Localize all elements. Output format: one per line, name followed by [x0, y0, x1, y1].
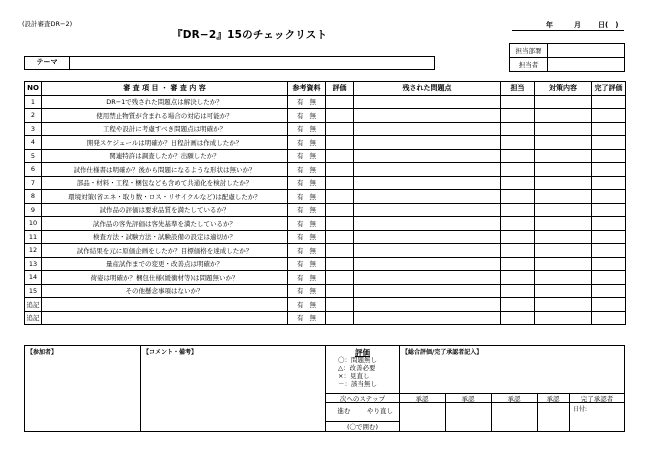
- remaining-issue-cell[interactable]: [354, 311, 501, 325]
- owner-cell[interactable]: [501, 271, 535, 285]
- row-item: 試作結果を元に原価企画をしたか？目標価格を達成したか？: [42, 244, 288, 258]
- table-row: [25, 244, 626, 258]
- completion-cell[interactable]: [592, 203, 626, 217]
- remaining-issue-cell[interactable]: [354, 176, 501, 190]
- table-row: [25, 311, 626, 325]
- reference-no[interactable]: 無: [309, 273, 316, 282]
- owner-cell[interactable]: [501, 176, 535, 190]
- table-row: [25, 109, 626, 123]
- evaluation-cell[interactable]: [326, 95, 354, 109]
- comments-label: 【コメント・備考】: [143, 349, 198, 356]
- reference-no[interactable]: 無: [309, 314, 316, 323]
- checklist-table: [24, 81, 626, 325]
- row-number: 10: [25, 217, 42, 231]
- completion-cell[interactable]: [592, 284, 626, 298]
- legend-ok: 〇：問題無し: [338, 356, 377, 364]
- completion-cell[interactable]: [592, 122, 626, 136]
- row-item: 工程や設計に考慮すべき問題点は明確か？: [42, 122, 288, 136]
- completion-cell[interactable]: [592, 136, 626, 150]
- countermeasure-cell[interactable]: [535, 298, 592, 312]
- countermeasure-cell[interactable]: [535, 284, 592, 298]
- reference-no[interactable]: 無: [309, 192, 316, 201]
- department-label: 担当部署: [510, 44, 548, 58]
- evaluation-cell[interactable]: [326, 149, 354, 163]
- theme-label: テーマ: [25, 57, 70, 69]
- reference-no[interactable]: 無: [309, 152, 316, 161]
- remaining-issue-cell[interactable]: [354, 163, 501, 177]
- countermeasure-cell[interactable]: [535, 203, 592, 217]
- approval-label-1: 承認: [415, 395, 429, 403]
- table-row: [25, 257, 626, 271]
- completion-cell[interactable]: [592, 95, 626, 109]
- header-item: 審 査 項 目 ・ 審 査 内 容: [42, 82, 288, 96]
- table-row: [25, 298, 626, 312]
- person-label: 担当者: [510, 58, 548, 72]
- remaining-issue-cell[interactable]: [354, 244, 501, 258]
- owner-cell[interactable]: [501, 244, 535, 258]
- countermeasure-cell[interactable]: [535, 311, 592, 325]
- row-number: 7: [25, 176, 42, 190]
- reference-yes-no[interactable]: [288, 203, 326, 217]
- owner-cell[interactable]: [501, 257, 535, 271]
- step-redo[interactable]: やり直し: [367, 407, 393, 415]
- owner-cell[interactable]: [501, 230, 535, 244]
- reference-no[interactable]: 無: [309, 98, 316, 107]
- reference-yes-no[interactable]: [288, 230, 326, 244]
- approval-label-2: 承認: [461, 395, 475, 403]
- date-field[interactable]: [512, 18, 624, 31]
- reference-yes[interactable]: 有: [297, 233, 304, 242]
- remaining-issue-cell[interactable]: [354, 203, 501, 217]
- table-row: [25, 203, 626, 217]
- evaluation-cell[interactable]: [326, 109, 354, 123]
- remaining-issue-cell[interactable]: [354, 217, 501, 231]
- owner-cell[interactable]: [501, 298, 535, 312]
- document-code: (設計審査DR−2): [22, 20, 73, 28]
- table-row: [25, 230, 626, 244]
- theme-row: [24, 56, 435, 70]
- reference-no[interactable]: 無: [309, 179, 316, 188]
- row-item: その他懸念事項はないか？: [42, 284, 288, 298]
- owner-cell[interactable]: [501, 203, 535, 217]
- completion-cell[interactable]: [592, 190, 626, 204]
- reference-no[interactable]: 無: [309, 260, 316, 269]
- table-row: [25, 217, 626, 231]
- row-item: 試作品の客先評価は客先基準を満たしているか？: [42, 217, 288, 231]
- owner-cell[interactable]: [501, 149, 535, 163]
- remaining-issue-cell[interactable]: [354, 122, 501, 136]
- reference-no[interactable]: 無: [309, 219, 316, 228]
- row-item: [42, 298, 288, 312]
- reference-yes[interactable]: 有: [297, 287, 304, 296]
- legend-improve: △：改善必要: [338, 364, 376, 372]
- row-item: 開発スケジュールは明確か？日程計画は作成したか？: [42, 136, 288, 150]
- remaining-issue-cell[interactable]: [354, 149, 501, 163]
- header-no: NO: [25, 82, 42, 96]
- page-title: 『DR−2』15のチェックリスト: [172, 29, 328, 41]
- owner-cell[interactable]: [501, 109, 535, 123]
- reference-no[interactable]: 無: [309, 165, 316, 174]
- owner-cell[interactable]: [501, 95, 535, 109]
- countermeasure-cell[interactable]: [535, 176, 592, 190]
- reference-yes[interactable]: 有: [297, 206, 304, 215]
- row-number: 6: [25, 163, 42, 177]
- reference-yes[interactable]: 有: [297, 165, 304, 174]
- theme-field[interactable]: [70, 57, 434, 69]
- row-item: [42, 311, 288, 325]
- header-reference: 参考資料: [288, 82, 326, 96]
- reference-yes[interactable]: 有: [297, 219, 304, 228]
- remaining-issue-cell[interactable]: [354, 190, 501, 204]
- row-item: DR−1で残された問題点は解決したか？: [42, 95, 288, 109]
- reference-yes-no[interactable]: [288, 176, 326, 190]
- evaluation-cell[interactable]: [326, 311, 354, 325]
- row-number: 2: [25, 109, 42, 123]
- row-item: 使用禁止物質が含まれる場合の対応は可能か？: [42, 109, 288, 123]
- header-evaluation: 評価: [326, 82, 354, 96]
- reference-yes[interactable]: 有: [297, 98, 304, 107]
- completion-cell[interactable]: [592, 257, 626, 271]
- row-item: 環境対策(省エネ・取り数・ロス・リサイクルなど)は配慮したか？: [42, 190, 288, 204]
- row-number: 1: [25, 95, 42, 109]
- table-row: [25, 176, 626, 190]
- remaining-issue-cell[interactable]: [354, 109, 501, 123]
- checklist-header-row: [25, 82, 626, 96]
- owner-cell[interactable]: [501, 217, 535, 231]
- table-row: [25, 95, 626, 109]
- reference-yes-no[interactable]: [288, 311, 326, 325]
- bottom-section: [24, 345, 625, 432]
- legend-review: ×：見直し: [338, 372, 370, 380]
- reference-yes[interactable]: 有: [297, 138, 304, 147]
- completion-cell[interactable]: [592, 149, 626, 163]
- reference-yes[interactable]: 有: [297, 314, 304, 323]
- reference-yes[interactable]: 有: [297, 273, 304, 282]
- reference-no[interactable]: 無: [309, 125, 316, 134]
- reference-yes[interactable]: 有: [297, 260, 304, 269]
- remaining-issue-cell[interactable]: [354, 230, 501, 244]
- evaluation-cell[interactable]: [326, 176, 354, 190]
- department-field[interactable]: [548, 44, 625, 58]
- completion-cell[interactable]: [592, 244, 626, 258]
- evaluation-cell[interactable]: [326, 190, 354, 204]
- row-item: 検査方法・試験方法・試験設備の設定は適切か？: [42, 230, 288, 244]
- final-approver-label: 完了承認者: [580, 395, 614, 403]
- completion-cell[interactable]: [592, 311, 626, 325]
- reference-yes-no[interactable]: [288, 284, 326, 298]
- reference-yes-no[interactable]: [288, 257, 326, 271]
- countermeasure-cell[interactable]: [535, 190, 592, 204]
- evaluation-cell[interactable]: [326, 298, 354, 312]
- table-row: [25, 271, 626, 285]
- reference-yes[interactable]: 有: [297, 179, 304, 188]
- row-item: 荷姿は明確か？梱包仕様(緩衝材等)は問題無いか？: [42, 271, 288, 285]
- evaluation-cell[interactable]: [326, 122, 354, 136]
- remaining-issue-cell[interactable]: [354, 284, 501, 298]
- countermeasure-cell[interactable]: [535, 163, 592, 177]
- reference-yes-no[interactable]: [288, 109, 326, 123]
- reference-yes-no[interactable]: [288, 298, 326, 312]
- table-row: [25, 136, 626, 150]
- owner-cell[interactable]: [501, 311, 535, 325]
- countermeasure-cell[interactable]: [535, 217, 592, 231]
- row-number: 追記: [25, 311, 42, 325]
- row-item: 部品・材料・工程・梱包なども含めて共通化を検討したか？: [42, 176, 288, 190]
- owner-cell[interactable]: [501, 284, 535, 298]
- completion-cell[interactable]: [592, 217, 626, 231]
- evaluation-cell[interactable]: [326, 271, 354, 285]
- approval-label-4: 承認: [546, 395, 560, 403]
- remaining-issue-cell[interactable]: [354, 95, 501, 109]
- countermeasure-cell[interactable]: [535, 122, 592, 136]
- evaluation-cell[interactable]: [326, 136, 354, 150]
- row-number: 11: [25, 230, 42, 244]
- countermeasure-cell[interactable]: [535, 230, 592, 244]
- row-number: 13: [25, 257, 42, 271]
- evaluation-cell[interactable]: [326, 217, 354, 231]
- remaining-issue-cell[interactable]: [354, 257, 501, 271]
- reference-yes[interactable]: 有: [297, 152, 304, 161]
- table-row: [25, 190, 626, 204]
- approval-label-3: 承認: [507, 395, 521, 403]
- reference-yes[interactable]: 有: [297, 192, 304, 201]
- participants-label: 【参加者】: [27, 349, 58, 356]
- row-number: 3: [25, 122, 42, 136]
- reference-yes[interactable]: 有: [297, 300, 304, 309]
- remaining-issue-cell[interactable]: [354, 271, 501, 285]
- legend-na: －：該当無し: [338, 380, 377, 388]
- owner-cell[interactable]: [501, 190, 535, 204]
- countermeasure-cell[interactable]: [535, 257, 592, 271]
- evaluation-legend-title: 評価: [355, 348, 370, 357]
- reference-yes-no[interactable]: [288, 149, 326, 163]
- remaining-issue-cell[interactable]: [354, 298, 501, 312]
- evaluation-cell[interactable]: [326, 244, 354, 258]
- owner-cell[interactable]: [501, 122, 535, 136]
- reference-yes-no[interactable]: [288, 271, 326, 285]
- countermeasure-cell[interactable]: [535, 149, 592, 163]
- row-number: 15: [25, 284, 42, 298]
- steps-note: (〇で囲む): [346, 423, 379, 431]
- evaluation-cell[interactable]: [326, 163, 354, 177]
- reference-yes-no[interactable]: [288, 136, 326, 150]
- reference-no[interactable]: 無: [309, 287, 316, 296]
- row-item: 試作仕様書は明確か？後から問題になるような形状は無いか？: [42, 163, 288, 177]
- evaluation-cell[interactable]: [326, 257, 354, 271]
- completion-cell[interactable]: [592, 109, 626, 123]
- countermeasure-cell[interactable]: [535, 95, 592, 109]
- completion-cell[interactable]: [592, 230, 626, 244]
- person-field[interactable]: [548, 58, 625, 72]
- reference-no[interactable]: 無: [309, 138, 316, 147]
- countermeasure-cell[interactable]: [535, 244, 592, 258]
- row-item: 量産試作までの変更・改善点は明確か？: [42, 257, 288, 271]
- owner-cell[interactable]: [501, 136, 535, 150]
- department-box: [509, 43, 625, 72]
- date-day-label: 日( ): [598, 21, 619, 29]
- completion-cell[interactable]: [592, 163, 626, 177]
- table-row: [25, 163, 626, 177]
- header-remaining-issues: 残された問題点: [354, 82, 501, 96]
- completion-cell[interactable]: [592, 298, 626, 312]
- evaluation-legend: [326, 346, 399, 393]
- reference-yes[interactable]: 有: [297, 246, 304, 255]
- reference-yes-no[interactable]: [288, 190, 326, 204]
- reference-yes[interactable]: 有: [297, 125, 304, 134]
- countermeasure-cell[interactable]: [535, 271, 592, 285]
- remaining-issue-cell[interactable]: [354, 136, 501, 150]
- table-row: [25, 284, 626, 298]
- row-number: 14: [25, 271, 42, 285]
- reference-no[interactable]: 無: [309, 206, 316, 215]
- owner-cell[interactable]: [501, 163, 535, 177]
- reference-yes-no[interactable]: [288, 163, 326, 177]
- reference-yes-no[interactable]: [288, 122, 326, 136]
- row-number: 追記: [25, 298, 42, 312]
- reference-no[interactable]: 無: [309, 246, 316, 255]
- overall-evaluation-label: 【総合評価/完了承認者記入】: [402, 349, 483, 356]
- date-month-label: 月: [574, 21, 581, 29]
- table-row: [25, 149, 626, 163]
- evaluation-cell[interactable]: [326, 203, 354, 217]
- reference-yes[interactable]: 有: [297, 111, 304, 120]
- reference-no[interactable]: 無: [309, 233, 316, 242]
- reference-yes-no[interactable]: [288, 95, 326, 109]
- row-number: 4: [25, 136, 42, 150]
- row-number: 9: [25, 203, 42, 217]
- date-year-label: 年: [546, 21, 553, 29]
- evaluation-cell[interactable]: [326, 230, 354, 244]
- header-completion: 完了評価: [592, 82, 626, 96]
- header-countermeasure: 対策内容: [535, 82, 592, 96]
- reference-yes-no[interactable]: [288, 244, 326, 258]
- reference-yes-no[interactable]: [288, 217, 326, 231]
- reference-no[interactable]: 無: [309, 111, 316, 120]
- reference-no[interactable]: 無: [309, 300, 316, 309]
- completion-cell[interactable]: [592, 271, 626, 285]
- completion-cell[interactable]: [592, 176, 626, 190]
- row-number: 12: [25, 244, 42, 258]
- countermeasure-cell[interactable]: [535, 136, 592, 150]
- countermeasure-cell[interactable]: [535, 109, 592, 123]
- row-item: 関連特許は調査したか？出願したか？: [42, 149, 288, 163]
- next-step-label: 次へのステップ: [339, 395, 386, 403]
- step-proceed[interactable]: 進む: [337, 407, 351, 415]
- header-owner: 担当: [501, 82, 535, 96]
- date-label: 日付:: [573, 406, 588, 413]
- row-number: 5: [25, 149, 42, 163]
- row-item: 試作品の評価は要求品質を満たしているか？: [42, 203, 288, 217]
- evaluation-cell[interactable]: [326, 284, 354, 298]
- table-row: [25, 122, 626, 136]
- row-number: 8: [25, 190, 42, 204]
